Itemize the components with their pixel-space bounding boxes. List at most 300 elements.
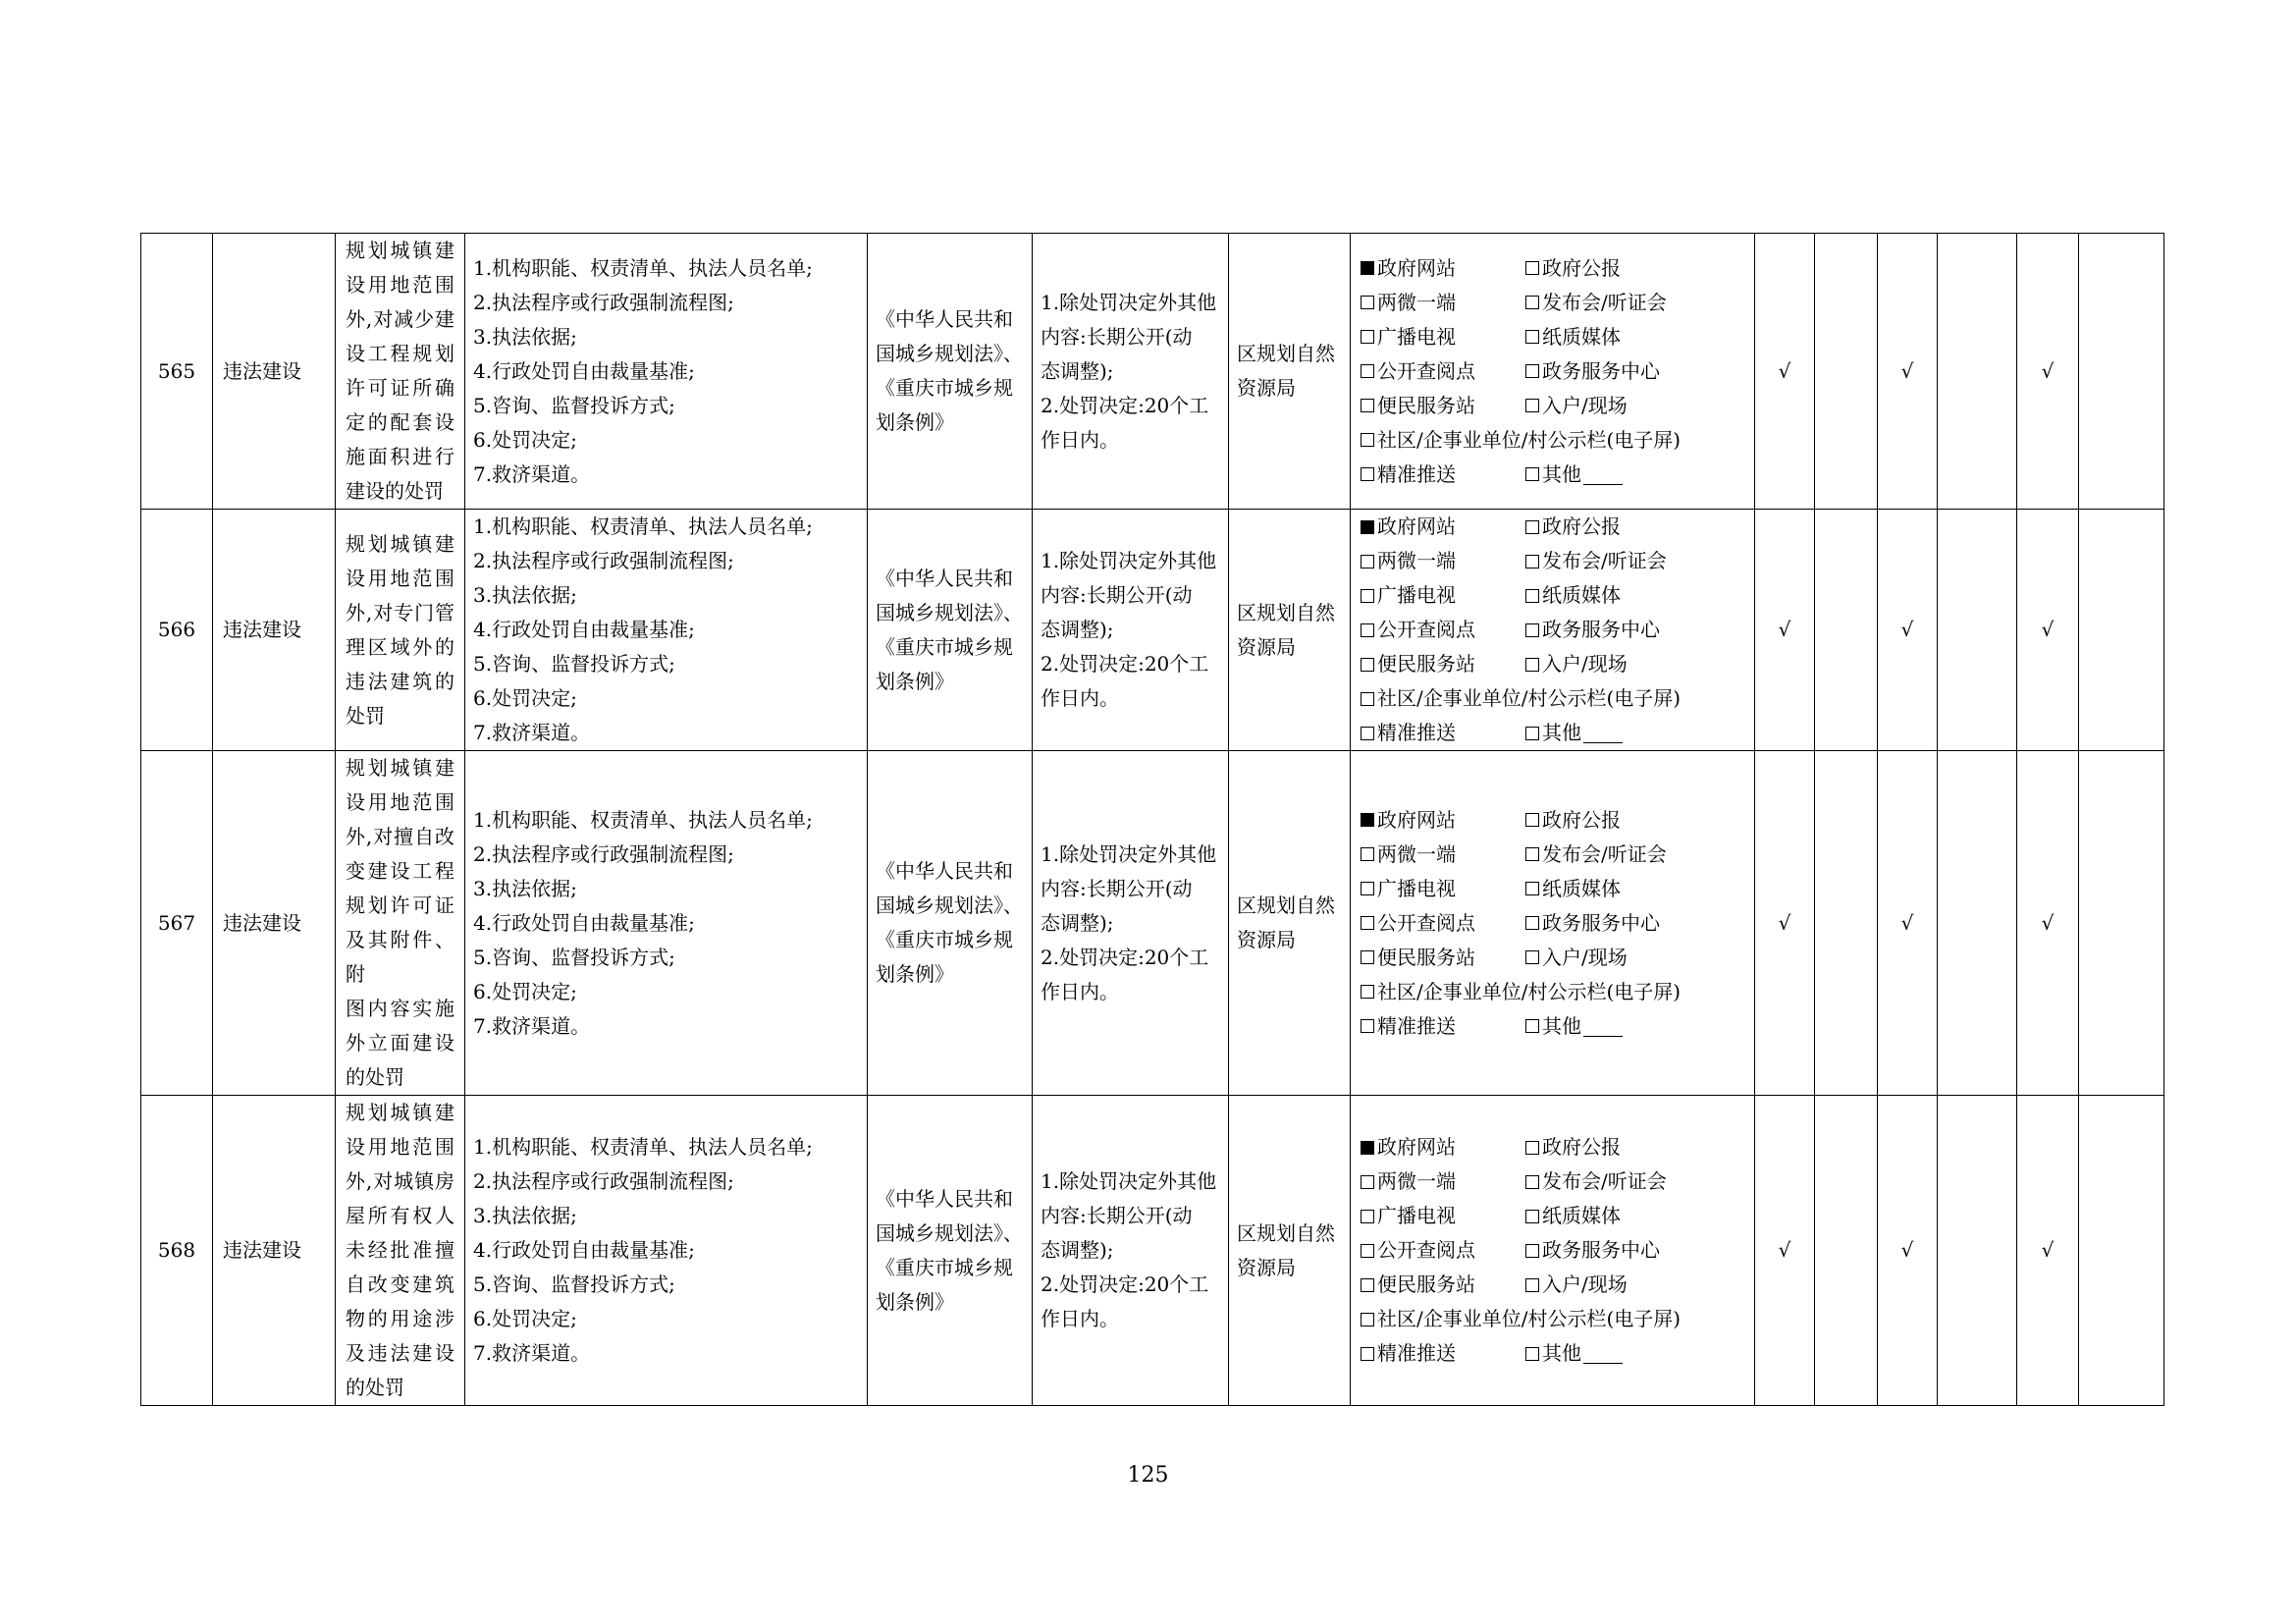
time-line: 作日内。 [1041, 427, 1119, 452]
row-content [465, 510, 868, 751]
channel-row [1361, 544, 1746, 578]
empty-cell [1815, 1096, 1878, 1406]
channel-row [1361, 872, 1746, 906]
unchecked-box-icon [1361, 296, 1374, 309]
check-mark: √ [2017, 1096, 2079, 1406]
channel-row [1361, 1199, 1746, 1233]
time-line: 2.处罚决定:20个工 [1041, 393, 1209, 417]
basis-line: 《重庆市城乡规 [876, 928, 1013, 951]
basis-line: 国城乡规划法》、 [876, 1220, 1023, 1245]
matter-line: 设工程规划 [346, 342, 454, 365]
matter-line: 及违法建设 [346, 1341, 454, 1365]
empty-cell [1815, 751, 1878, 1096]
channel-row [1361, 1130, 1746, 1164]
unchecked-box-icon [1525, 1347, 1539, 1361]
unchecked-box-icon [1361, 916, 1374, 930]
channel-option [1361, 838, 1525, 872]
channel-label: 两微一端 [1377, 841, 1456, 866]
channel-option [1361, 389, 1525, 423]
channel-option [1361, 544, 1525, 578]
row-basis [868, 1096, 1033, 1406]
channel-option [1361, 803, 1525, 838]
content-line: 3.执法依据; [473, 876, 577, 900]
channel-option [1361, 510, 1525, 544]
channel-label: 社区/企事业单位/村公示栏(电子屏) [1377, 979, 1682, 1003]
row-channels [1351, 510, 1755, 751]
content-line: 4.行政处罚自由裁量基准; [473, 910, 695, 935]
empty-cell [1815, 510, 1878, 751]
row-category: 违法建设 [213, 1096, 336, 1406]
row-matter [336, 234, 465, 510]
channel-label: 社区/企事业单位/村公示栏(电子屏) [1377, 1307, 1682, 1330]
unchecked-box-icon [1525, 916, 1539, 930]
matter-line: 外,对减少建 [346, 307, 454, 331]
channel-option [1361, 1302, 1681, 1336]
content-line: 6.处罚决定; [473, 979, 577, 1003]
unchecked-box-icon [1361, 727, 1374, 740]
channel-label: 便民服务站 [1377, 393, 1475, 417]
channel-label: 便民服务站 [1377, 652, 1475, 676]
unchecked-box-icon [1361, 1278, 1374, 1292]
channel-label: 政府公报 [1542, 514, 1621, 538]
channel-row [1361, 1268, 1746, 1302]
channel-label: 其他 [1542, 461, 1581, 486]
row-matter [336, 1096, 465, 1406]
channel-label: 入户/现场 [1542, 945, 1628, 969]
channel-row [1361, 1164, 1746, 1199]
content-line: 3.执法依据; [473, 583, 577, 607]
channel-label: 精准推送 [1377, 1013, 1456, 1038]
channel-label: 两微一端 [1377, 290, 1456, 314]
channel-option [1525, 544, 1667, 578]
channel-label: 入户/现场 [1542, 652, 1628, 676]
matter-line: 变建设工程 [346, 859, 454, 883]
channel-label: 纸质媒体 [1542, 583, 1621, 607]
matter-line: 图内容实施 [346, 997, 454, 1020]
page-number: 125 [1127, 1463, 1169, 1488]
unchecked-box-icon [1525, 847, 1539, 861]
channel-row [1361, 1336, 1746, 1371]
unchecked-box-icon [1525, 555, 1539, 568]
channel-option [1525, 510, 1621, 544]
channel-option [1361, 423, 1681, 458]
content-line: 5.咨询、监督投诉方式; [473, 652, 675, 676]
channel-row [1361, 941, 1746, 975]
channel-row [1361, 716, 1746, 750]
row-subject [1229, 510, 1351, 751]
row-channels [1351, 234, 1755, 510]
unchecked-box-icon [1525, 1210, 1539, 1223]
matter-line: 规划城镇建 [346, 239, 454, 262]
channel-option [1525, 1130, 1621, 1164]
channel-label: 政务服务中心 [1542, 618, 1660, 641]
matter-line: 及其附件、附 [346, 928, 454, 986]
fill-blank-line [1583, 1016, 1623, 1037]
matter-line: 许可证所确 [346, 376, 454, 400]
channel-label: 政务服务中心 [1542, 1238, 1660, 1262]
empty-cell [2079, 234, 2164, 510]
basis-line: 划条例》 [876, 410, 954, 434]
channel-label: 入户/现场 [1542, 393, 1628, 417]
channel-option [1525, 647, 1628, 681]
matter-line: 设用地范围 [346, 566, 454, 590]
row-content [465, 234, 868, 510]
channel-label: 政府公报 [1542, 807, 1621, 832]
channel-label: 便民服务站 [1377, 1272, 1475, 1296]
unchecked-box-icon [1361, 399, 1374, 412]
basis-line: 划条例》 [876, 962, 954, 986]
row-number: 568 [141, 1096, 213, 1406]
unchecked-box-icon [1525, 1278, 1539, 1292]
empty-cell [2079, 1096, 2164, 1406]
unchecked-box-icon [1525, 589, 1539, 603]
content-line: 4.行政处罚自由裁量基准; [473, 1238, 695, 1262]
channel-label: 其他 [1542, 1341, 1581, 1365]
time-line: 态调整); [1041, 910, 1114, 935]
check-mark: √ [1878, 234, 1938, 510]
basis-line: 《中华人民共和 [876, 1186, 1013, 1211]
check-mark: √ [1755, 234, 1815, 510]
channel-label: 发布会/听证会 [1542, 841, 1667, 866]
basis-line: 《中华人民共和 [876, 566, 1013, 590]
empty-cell [1938, 510, 2017, 751]
basis-line: 《中华人民共和 [876, 307, 1013, 331]
empty-cell [1938, 751, 2017, 1096]
channel-row [1361, 1009, 1746, 1044]
channel-label: 纸质媒体 [1542, 1204, 1621, 1227]
table-row [141, 234, 2164, 510]
content-line: 5.咨询、监督投诉方式; [473, 1272, 675, 1296]
empty-cell [2079, 751, 2164, 1096]
channel-option [1525, 354, 1660, 389]
checked-box-icon [1361, 813, 1374, 827]
subject-line: 区规划自然 [1237, 600, 1335, 624]
unchecked-box-icon [1525, 520, 1539, 534]
unchecked-box-icon [1361, 985, 1374, 999]
fill-blank-line [1583, 464, 1623, 485]
unchecked-box-icon [1361, 1019, 1374, 1033]
channel-row [1361, 354, 1746, 389]
matter-line: 违法建筑的 [346, 669, 454, 693]
channel-label: 纸质媒体 [1542, 324, 1621, 349]
channel-option [1361, 286, 1525, 320]
checked-box-icon [1361, 520, 1374, 534]
channel-option [1525, 1009, 1623, 1044]
unchecked-box-icon [1361, 467, 1374, 481]
empty-cell [1938, 234, 2017, 510]
time-line: 作日内。 [1041, 686, 1119, 710]
matter-line: 定的配套设 [346, 410, 454, 434]
row-channels [1351, 751, 1755, 1096]
check-mark: √ [1878, 510, 1938, 751]
channel-label: 精准推送 [1377, 461, 1456, 486]
time-line: 1.除处罚决定外其他 [1041, 841, 1217, 866]
matter-line: 自改变建筑 [346, 1272, 454, 1296]
matter-line: 未经批准擅 [346, 1238, 454, 1262]
channel-option [1525, 1268, 1628, 1302]
matter-line: 外立面建设 [346, 1031, 454, 1055]
time-line: 内容:长期公开(动 [1041, 1204, 1193, 1227]
unchecked-box-icon [1361, 1175, 1374, 1189]
row-content [465, 751, 868, 1096]
time-line: 内容:长期公开(动 [1041, 583, 1193, 607]
fill-blank-line [1583, 1343, 1623, 1364]
unchecked-box-icon [1525, 882, 1539, 895]
channel-label: 两微一端 [1377, 1169, 1456, 1193]
channel-label: 广播电视 [1377, 876, 1456, 900]
channel-option [1525, 1199, 1621, 1233]
subject-line: 资源局 [1237, 1255, 1296, 1279]
unchecked-box-icon [1525, 727, 1539, 740]
row-subject [1229, 751, 1351, 1096]
unchecked-box-icon [1525, 467, 1539, 481]
matter-line: 外,对专门管 [346, 600, 454, 624]
row-channels [1351, 1096, 1755, 1406]
channel-label: 精准推送 [1377, 721, 1456, 744]
check-mark: √ [2017, 751, 2079, 1096]
matter-line: 物的用途涉 [346, 1307, 454, 1330]
channel-row [1361, 975, 1746, 1009]
channel-option [1525, 286, 1667, 320]
row-number: 566 [141, 510, 213, 751]
channel-row [1361, 647, 1746, 681]
content-line: 2.执法程序或行政强制流程图; [473, 290, 734, 314]
matter-line: 设用地范围 [346, 273, 454, 297]
unchecked-box-icon [1361, 433, 1374, 447]
channel-option [1525, 251, 1621, 286]
row-basis [868, 510, 1033, 751]
content-line: 1.机构职能、权责清单、执法人员名单; [473, 514, 813, 538]
unchecked-box-icon [1361, 589, 1374, 603]
row-subject [1229, 1096, 1351, 1406]
matter-line: 规划城镇建 [346, 531, 454, 556]
channel-row [1361, 681, 1746, 716]
row-basis [868, 751, 1033, 1096]
unchecked-box-icon [1525, 399, 1539, 412]
basis-line: 国城乡规划法》、 [876, 600, 1023, 624]
row-number: 565 [141, 234, 213, 510]
unchecked-box-icon [1361, 882, 1374, 895]
unchecked-box-icon [1525, 658, 1539, 672]
check-mark: √ [1878, 1096, 1938, 1406]
channel-row [1361, 389, 1746, 423]
unchecked-box-icon [1525, 950, 1539, 964]
channel-row [1361, 578, 1746, 613]
unchecked-box-icon [1525, 1019, 1539, 1033]
channel-label: 社区/企事业单位/村公示栏(电子屏) [1377, 686, 1682, 710]
channel-row [1361, 458, 1746, 492]
channel-option [1361, 1009, 1525, 1044]
time-line: 2.处罚决定:20个工 [1041, 652, 1209, 676]
unchecked-box-icon [1525, 364, 1539, 378]
row-time [1033, 234, 1229, 510]
unchecked-box-icon [1361, 1313, 1374, 1326]
matter-line: 建设的处罚 [346, 479, 444, 503]
matter-line: 规划城镇建 [346, 1101, 454, 1124]
channel-option [1525, 1336, 1623, 1371]
channel-label: 发布会/听证会 [1542, 549, 1667, 572]
fill-blank-line [1583, 723, 1623, 743]
unchecked-box-icon [1525, 623, 1539, 637]
channel-option [1361, 354, 1525, 389]
time-line: 作日内。 [1041, 979, 1119, 1003]
unchecked-box-icon [1361, 555, 1374, 568]
row-category: 违法建设 [213, 510, 336, 751]
table-row [141, 1096, 2164, 1406]
content-line: 2.执法程序或行政强制流程图; [473, 549, 734, 572]
channel-option [1361, 1268, 1525, 1302]
channel-option [1525, 906, 1660, 941]
channel-option [1525, 872, 1621, 906]
content-line: 7.救济渠道。 [473, 1013, 591, 1038]
unchecked-box-icon [1525, 1244, 1539, 1258]
basis-line: 《重庆市城乡规 [876, 634, 1013, 659]
content-line: 7.救济渠道。 [473, 721, 591, 744]
channel-option [1525, 803, 1621, 838]
table-row [141, 510, 2164, 751]
row-time [1033, 751, 1229, 1096]
channel-row [1361, 838, 1746, 872]
time-line: 1.除处罚决定外其他 [1041, 1169, 1217, 1193]
basis-line: 《中华人民共和 [876, 859, 1013, 883]
content-line: 1.机构职能、权责清单、执法人员名单; [473, 255, 813, 280]
empty-cell [1815, 234, 1878, 510]
time-line: 1.除处罚决定外其他 [1041, 290, 1217, 314]
check-mark: √ [1755, 510, 1815, 751]
unchecked-box-icon [1361, 1210, 1374, 1223]
channel-option [1361, 647, 1525, 681]
channel-label: 政府公报 [1542, 1135, 1621, 1159]
time-line: 2.处罚决定:20个工 [1041, 1272, 1209, 1296]
channel-label: 政务服务中心 [1542, 358, 1660, 383]
channel-label: 广播电视 [1377, 324, 1456, 349]
row-number: 567 [141, 751, 213, 1096]
channel-label: 发布会/听证会 [1542, 290, 1667, 314]
matter-line: 设用地范围 [346, 1135, 454, 1159]
table-body [141, 234, 2164, 1406]
content-line: 3.执法依据; [473, 1204, 577, 1227]
channel-row [1361, 286, 1746, 320]
channel-label: 入户/现场 [1542, 1272, 1628, 1296]
table-row [141, 751, 2164, 1096]
channel-row [1361, 803, 1746, 838]
channel-option [1361, 716, 1525, 750]
check-mark: √ [1878, 751, 1938, 1096]
content-line: 4.行政处罚自由裁量基准; [473, 358, 695, 383]
channel-label: 政府网站 [1377, 807, 1456, 832]
basis-line: 划条例》 [876, 1289, 954, 1314]
channel-label: 政府网站 [1377, 1135, 1456, 1159]
row-matter [336, 751, 465, 1096]
row-category: 违法建设 [213, 234, 336, 510]
time-line: 态调整); [1041, 358, 1114, 383]
unchecked-box-icon [1525, 1175, 1539, 1189]
matter-line: 规划城镇建 [346, 756, 454, 780]
check-mark: √ [2017, 510, 2079, 751]
content-line: 7.救济渠道。 [473, 461, 591, 486]
channel-label: 便民服务站 [1377, 945, 1475, 969]
channel-option [1525, 941, 1628, 975]
channel-label: 政府网站 [1377, 514, 1456, 538]
channel-option [1525, 1164, 1667, 1199]
unchecked-box-icon [1525, 1141, 1539, 1155]
unchecked-box-icon [1361, 950, 1374, 964]
unchecked-box-icon [1361, 330, 1374, 344]
unchecked-box-icon [1525, 296, 1539, 309]
row-basis [868, 234, 1033, 510]
checked-box-icon [1361, 1141, 1374, 1155]
row-content [465, 1096, 868, 1406]
channel-row [1361, 423, 1746, 458]
matter-line: 理区域外的 [346, 634, 454, 659]
channel-label: 广播电视 [1377, 583, 1456, 607]
content-line: 2.执法程序或行政强制流程图; [473, 1169, 734, 1193]
channel-label: 广播电视 [1377, 1204, 1456, 1227]
matter-line: 施面积进行 [346, 445, 454, 468]
channel-option [1361, 251, 1525, 286]
channel-label: 公开查阅点 [1377, 910, 1475, 935]
time-line: 内容:长期公开(动 [1041, 876, 1193, 900]
channel-label: 其他 [1542, 721, 1581, 744]
unchecked-box-icon [1361, 1347, 1374, 1361]
unchecked-box-icon [1361, 623, 1374, 637]
channel-row [1361, 320, 1746, 354]
channel-label: 其他 [1542, 1013, 1581, 1038]
matter-line: 外,对擅自改 [346, 825, 454, 848]
matter-line: 的处罚 [346, 1376, 404, 1399]
channel-row [1361, 510, 1746, 544]
basis-line: 国城乡规划法》、 [876, 342, 1023, 365]
subject-line: 区规划自然 [1237, 893, 1335, 917]
channel-option [1525, 320, 1621, 354]
channel-option [1525, 838, 1667, 872]
channel-label: 纸质媒体 [1542, 876, 1621, 900]
basis-line: 国城乡规划法》、 [876, 893, 1023, 917]
content-line: 2.执法程序或行政强制流程图; [473, 841, 734, 866]
channel-option [1361, 1336, 1525, 1371]
channel-option [1361, 578, 1525, 613]
subject-line: 区规划自然 [1237, 1220, 1335, 1245]
matter-line: 规划许可证 [346, 893, 454, 917]
channel-label: 发布会/听证会 [1542, 1169, 1667, 1193]
unchecked-box-icon [1361, 692, 1374, 706]
channel-label: 政府网站 [1377, 255, 1456, 280]
row-time [1033, 1096, 1229, 1406]
content-line: 6.处罚决定; [473, 427, 577, 452]
basis-line: 《重庆市城乡规 [876, 376, 1013, 400]
check-mark: √ [1755, 1096, 1815, 1406]
empty-cell [1938, 1096, 2017, 1406]
content-line: 6.处罚决定; [473, 1307, 577, 1330]
check-mark: √ [1755, 751, 1815, 1096]
channel-row [1361, 1302, 1746, 1336]
unchecked-box-icon [1361, 847, 1374, 861]
channel-row [1361, 251, 1746, 286]
empty-cell [2079, 510, 2164, 751]
unchecked-box-icon [1361, 1244, 1374, 1258]
time-line: 态调整); [1041, 618, 1114, 641]
channel-label: 社区/企事业单位/村公示栏(电子屏) [1377, 427, 1682, 452]
disclosure-table [140, 233, 2164, 1406]
channel-row [1361, 1233, 1746, 1268]
row-category: 违法建设 [213, 751, 336, 1096]
content-line: 7.救济渠道。 [473, 1341, 591, 1365]
matter-line: 屋所有权人 [346, 1204, 454, 1227]
channel-option [1525, 458, 1623, 492]
subject-line: 资源局 [1237, 928, 1296, 951]
matter-line: 的处罚 [346, 1065, 404, 1089]
channel-label: 政府公报 [1542, 255, 1621, 280]
